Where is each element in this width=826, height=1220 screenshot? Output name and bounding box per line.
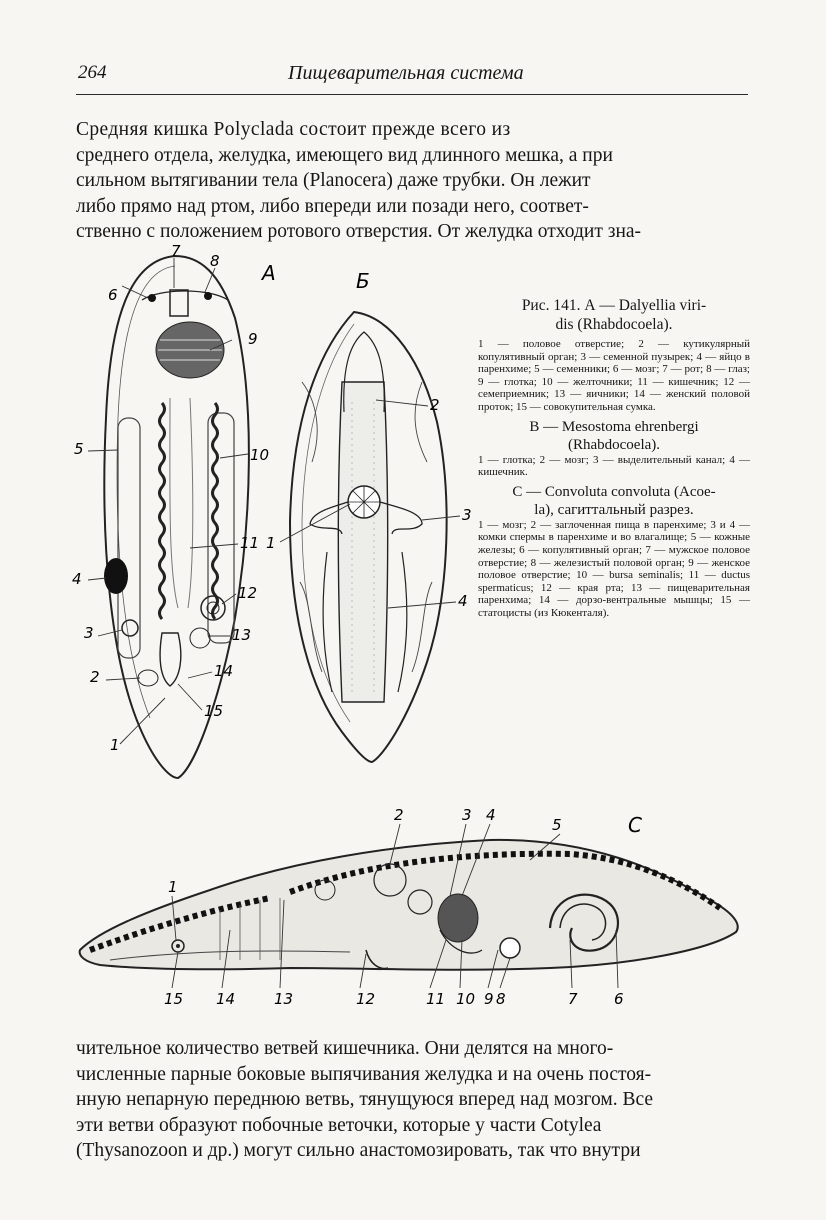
- fig-c-label-7: 7: [568, 990, 578, 1008]
- text-line: (Thysanozoon и др.) могут сильно анастомозировать, так что внутри: [76, 1140, 641, 1161]
- fig-a-label-8: 8: [210, 252, 220, 270]
- fig-a-label-15: 15: [204, 702, 224, 720]
- fig-b-label-2: 2: [430, 396, 440, 414]
- fig-c-label-6: 6: [614, 990, 624, 1008]
- fig-c-label-14: 14: [216, 990, 236, 1008]
- text-line: нную непарную переднюю ветвь, тянущуюся вперед над мозгом. Все: [76, 1089, 654, 1110]
- figure-c-drawing: [70, 800, 750, 1018]
- fig-c-label-11: 11: [426, 990, 446, 1008]
- text-line: ственно с положением ротового отверстия. От желудка отходит зна-: [76, 221, 642, 242]
- fig-c-label-15: 15: [164, 990, 184, 1008]
- fig-c-label-3: 3: [462, 806, 472, 824]
- fig-c-label-5: 5: [552, 816, 562, 834]
- text-line: сильном вытягивании тела (Planocera) даже трубки. Он лежит: [76, 170, 591, 191]
- fig-a-label-9: 9: [248, 330, 258, 348]
- fig-a-label-1: 1: [110, 736, 120, 754]
- fig-a-label-11: 11: [240, 534, 260, 552]
- text-line: чительное количество ветвей кишечника. Они делятся на много-: [76, 1038, 614, 1059]
- fig-c-label-2: 2: [394, 806, 404, 824]
- fig-c-label-12: 12: [356, 990, 376, 1008]
- fig-c-label-13: 13: [274, 990, 294, 1008]
- header-rule: [76, 94, 748, 95]
- fig-c-letter: С: [628, 813, 642, 837]
- fig-a-label-4: 4: [72, 570, 82, 588]
- fig-c-label-9: 9: [484, 990, 494, 1008]
- caption-b-head-line: B — Mesostoma ehrenbergi: [529, 418, 699, 435]
- page-number: 264: [78, 62, 107, 83]
- caption-head-line: Рис. 141. А — Dalyellia viri-: [521, 297, 707, 314]
- caption-c-head-line: la), сагиттальный разрез.: [534, 501, 694, 518]
- fig-b-letter: Б: [356, 269, 370, 293]
- text-line: эти ветви образуют побочные веточки, которые у части Cotylea: [76, 1114, 602, 1136]
- figure-a-drawing: [70, 238, 295, 788]
- fig-b-label-1: 1: [266, 534, 276, 552]
- fig-b-label-3: 3: [462, 506, 472, 524]
- fig-a-label-2: 2: [90, 668, 100, 686]
- caption-a-legend: 1 — половое отверстие; 2 — кутикулярный копулятивный орган; 3 — семенной пузырек; 4 — яйцо в паренхиме; 5 — семенники; 6 — мозг; 7 — рот; 8 — глаз; 9 — глотка; 10 — желточники; 11 — кишечник; 12 — семеприемник; 13 — яичники; 14 — женский половой проток; 15 — совокупительная сумка.: [478, 338, 750, 413]
- fig-c-label-1: 1: [168, 878, 178, 896]
- fig-a-label-6: 6: [108, 286, 118, 304]
- paragraph-bottom: [76, 1036, 748, 1164]
- fig-a-label-12: 12: [238, 584, 258, 602]
- fig-a-label-13: 13: [232, 626, 252, 644]
- figure-caption: [478, 296, 750, 620]
- running-title: Пищеварительная система: [288, 62, 524, 84]
- text-line: среднего отдела, желудка, имеющего вид длинного мешка, а при: [76, 144, 613, 166]
- fig-a-label-7: 7: [171, 242, 181, 260]
- fig-a-label-3: 3: [84, 624, 94, 642]
- fig-a-label-5: 5: [74, 440, 84, 458]
- fig-c-label-4: 4: [486, 806, 496, 824]
- caption-c-legend: 1 — мозг; 2 — заглоченная пища в паренхиме; 3 и 4 — комки спермы в паренхиме и во влагалище; 5 — кожные железы; 6 — копулятивный орган; 7 — мужское половое отверстие; 8 — железистый половой орган; 9 — женское половое отверстие; 10 — bursa seminalis; 11 — ductus spermaticus; 12 — края рта; 13 — пищеварительная паренхима; 14 — дорзо-вентральные мышцы; 15 — статоцисты (из Кюкенталя).: [478, 518, 750, 619]
- text-line: Средняя кишка Polyclada состоит прежде всего из: [76, 119, 511, 140]
- figure-b-drawing: [266, 262, 482, 782]
- text-line: либо прямо над ртом, либо впереди или позади него, соответ-: [76, 195, 589, 217]
- fig-c-label-10: 10: [456, 990, 476, 1008]
- fig-c-label-8: 8: [496, 990, 506, 1008]
- caption-b-head-line: (Rhabdocoela).: [567, 436, 661, 453]
- fig-b-label-4: 4: [458, 592, 468, 610]
- text-line: численные парные боковые выпячивания желудка и на очень постоя-: [76, 1063, 652, 1085]
- caption-head-line: dis (Rhabdocoela).: [555, 316, 673, 333]
- fig-a-letter: А: [262, 261, 276, 285]
- caption-b-legend: 1 — глотка; 2 — мозг; 3 — выделительный канал; 4 — кишечник.: [478, 453, 750, 479]
- fig-a-label-10: 10: [250, 446, 270, 464]
- caption-c-head-line: C — Convoluta convoluta (Acoe-: [512, 483, 716, 500]
- paragraph-top: [76, 117, 748, 245]
- running-header: [78, 62, 748, 88]
- fig-a-label-14: 14: [214, 662, 234, 680]
